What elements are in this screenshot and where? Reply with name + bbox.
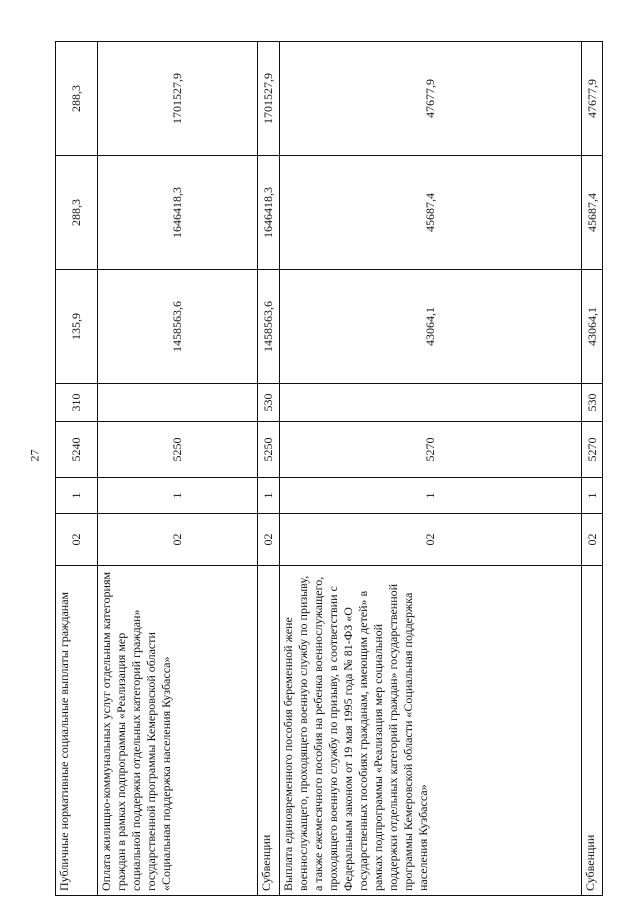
amount-year-3: 47677,9 [280, 42, 582, 156]
table-row [258, 42, 280, 896]
table-row [582, 42, 603, 896]
amount-year-1: 1458563,6 [98, 270, 258, 384]
target-code: 5250 [258, 422, 280, 478]
rotated-table-area [55, 42, 602, 896]
row-description: Оплата жилищно-коммунальных услуг отдельным категориям граждан в рамках подпрограммы «Реализация мер социальной поддержки отдельных категорий граждан» государственной программы Кемеровской области «Социальная поддержка населения Кузбасса» [98, 566, 258, 896]
section-code: 02 [582, 514, 603, 566]
amount-year-1: 1458563,6 [258, 270, 280, 384]
row-description: Публичные нормативные социальные выплаты гражданам [56, 566, 98, 896]
amount-year-2: 1646418,3 [258, 156, 280, 270]
section-code: 02 [280, 514, 582, 566]
amount-year-1: 43064,1 [582, 270, 603, 384]
expense-type-code [98, 384, 258, 422]
expense-type-code: 530 [582, 384, 603, 422]
amount-year-1: 43064,1 [280, 270, 582, 384]
amount-year-2: 45687,4 [582, 156, 603, 270]
target-code: 5240 [56, 422, 98, 478]
subsection-code: 1 [258, 478, 280, 514]
target-code: 5270 [280, 422, 582, 478]
amount-year-2: 1646418,3 [98, 156, 258, 270]
amount-year-3: 47677,9 [582, 42, 603, 156]
amount-year-2: 288,3 [56, 156, 98, 270]
amount-year-2: 45687,4 [280, 156, 582, 270]
page-number: 27 [27, 449, 42, 462]
section-code: 02 [98, 514, 258, 566]
table-row [280, 42, 582, 896]
amount-year-3: 288,3 [56, 42, 98, 156]
target-code: 5270 [582, 422, 603, 478]
target-code: 5250 [98, 422, 258, 478]
budget-table [55, 41, 603, 896]
subsection-code: 1 [280, 478, 582, 514]
expense-type-code [280, 384, 582, 422]
table-row [98, 42, 258, 896]
subsection-code: 1 [582, 478, 603, 514]
row-description: Субвенции [258, 566, 280, 896]
subsection-code: 1 [56, 478, 98, 514]
section-code: 02 [258, 514, 280, 566]
budget-table-frame [55, 42, 602, 896]
section-code: 02 [56, 514, 98, 566]
amount-year-1: 135,9 [56, 270, 98, 384]
amount-year-3: 1701527,9 [98, 42, 258, 156]
row-description: Выплата единовременного пособия беременной жене военнослужащего, проходящего военную службу по призыву, а также ежемесячного пособия на ребенка военнослужащего, проходящего военную службу по призыву, в соответствии с Федеральным законом от 19 мая 1995 года № 81-ФЗ «О государственных пособиях гражданам, имеющим детей» в рамках подпрограммы «Реализация мер социальной поддержки отдельных категорий граждан» государственной программы Кемеровской области «Социальная поддержка населения Кузбасса» [280, 566, 582, 896]
expense-type-code: 530 [258, 384, 280, 422]
subsection-code: 1 [98, 478, 258, 514]
amount-year-3: 1701527,9 [258, 42, 280, 156]
table-row [56, 42, 98, 896]
row-description: Субвенции [582, 566, 603, 896]
expense-type-code: 310 [56, 384, 98, 422]
